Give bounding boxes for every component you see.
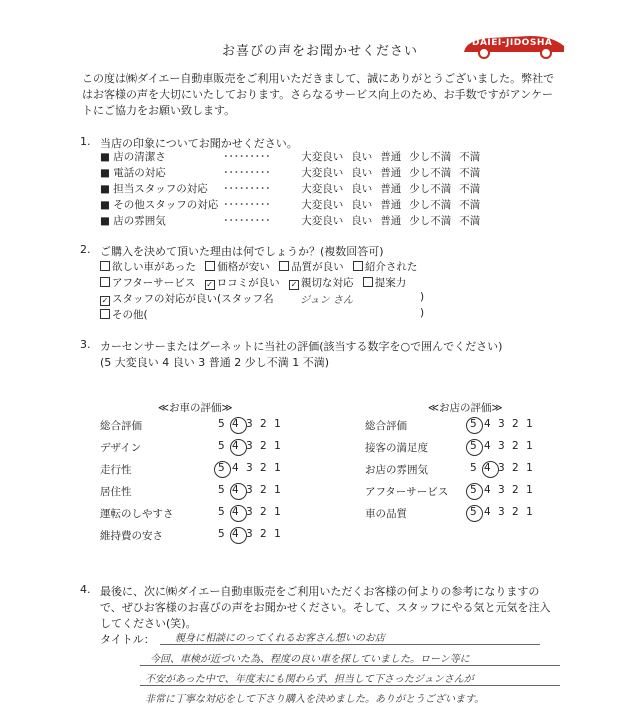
- rating-scale[interactable]: 5 4 3 2 1: [470, 506, 535, 518]
- selected-rating-circle: [214, 461, 231, 478]
- q1-row: [100, 213, 480, 228]
- title-underline: [160, 644, 540, 645]
- q1-option[interactable]: 普通: [380, 183, 402, 195]
- q1-option[interactable]: 少し不満: [409, 215, 452, 227]
- selected-rating-circle: [466, 483, 483, 500]
- q1-option[interactable]: 大変良い: [301, 167, 344, 179]
- q2-option: 提案力: [363, 277, 407, 289]
- q1-option[interactable]: 少し不満: [409, 151, 452, 163]
- bullet-icon: ■: [100, 151, 114, 163]
- rating-label: 運転のしやすさ: [100, 508, 174, 520]
- close-paren: ): [420, 307, 425, 319]
- shop-eval-header: ≪お店の評価≫: [428, 402, 503, 414]
- q1-row: [100, 165, 480, 180]
- dotted-leader: ･････････: [223, 215, 271, 227]
- q1-row: [100, 197, 480, 212]
- dotted-leader: ･････････: [223, 167, 271, 179]
- comment-line: 今回、車検が近づいた為、程度の良い車を探していました。ローン等に: [150, 654, 470, 665]
- rating-label: 接客の満足度: [365, 442, 428, 454]
- q1-option[interactable]: 普通: [380, 199, 402, 211]
- q1-option[interactable]: 良い: [351, 151, 373, 163]
- rating-scale[interactable]: 5 4 3 2 1: [218, 418, 283, 430]
- selected-rating-circle: [230, 505, 247, 522]
- checkbox[interactable]: [279, 261, 289, 271]
- bullet-icon: ■: [100, 167, 114, 179]
- q4-text: してください(笑)。: [100, 617, 197, 630]
- q1-item-label: その他スタッフの対応: [113, 199, 219, 211]
- q4-number: 4.: [80, 583, 91, 596]
- q2-option: 品質が良い: [279, 261, 344, 273]
- rating-label: 総合評価: [100, 420, 142, 432]
- q2-option: 欲しい車があった: [100, 261, 196, 273]
- checkbox[interactable]: [353, 261, 363, 271]
- comment-underline: [140, 685, 560, 686]
- logo-text: DAIEI-JIDOSHA: [472, 38, 553, 48]
- q2-title: ご購入を決めて頂いた理由は何でしょうか？(複数回答可): [100, 245, 384, 258]
- q1-row: [100, 149, 480, 164]
- rating-label: 維持費の安さ: [100, 530, 163, 542]
- q1-item-label: 電話の対応: [113, 167, 166, 179]
- rating-scale[interactable]: 5 4 3 2 1: [470, 462, 535, 474]
- rating-label: 走行性: [100, 464, 132, 476]
- rating-label: アフターサービス: [365, 486, 449, 498]
- title-label: タイトル：: [100, 633, 155, 646]
- q1-option[interactable]: 大変良い: [301, 199, 344, 211]
- rating-scale[interactable]: 5 4 3 2 1: [470, 440, 535, 452]
- q1-option[interactable]: 普通: [380, 215, 402, 227]
- checkbox[interactable]: [100, 309, 110, 319]
- staff-name-handwritten: ジュン さん: [300, 295, 353, 306]
- selected-rating-circle: [482, 461, 499, 478]
- dotted-leader: ･････････: [223, 183, 271, 195]
- intro-line: はお客様の声を大切にいたしております。さらなるサービス向上のため、お手数ですがアンケー: [82, 88, 554, 101]
- title-handwritten: 親身に相談にのってくれるお客さん想いのお店: [175, 633, 385, 644]
- q1-option[interactable]: 良い: [351, 183, 373, 195]
- rating-label: 車の品質: [365, 508, 407, 520]
- bullet-icon: ■: [100, 183, 114, 195]
- rating-label: 総合評価: [365, 420, 407, 432]
- q1-option[interactable]: 少し不満: [409, 183, 452, 195]
- checkbox[interactable]: [363, 277, 373, 287]
- q2-number: 2.: [80, 243, 91, 256]
- q1-option[interactable]: 普通: [380, 151, 402, 163]
- q3-scale: (5 大変良い 4 良い 3 普通 2 少し不満 1 不満): [100, 356, 330, 369]
- selected-rating-circle: [230, 483, 247, 500]
- q2-option: 紹介された: [353, 261, 418, 273]
- q1-number: 1.: [80, 135, 91, 148]
- page-title: お喜びの声をお聞かせください: [221, 44, 418, 59]
- checkbox-checked[interactable]: ✓: [206, 280, 213, 289]
- q2-options-line1: [100, 259, 417, 274]
- rating-scale[interactable]: 5 4 3 2 1: [218, 462, 283, 474]
- checkbox[interactable]: [100, 261, 110, 271]
- rating-scale[interactable]: 5 4 3 2 1: [470, 484, 535, 496]
- q1-option[interactable]: 少し不満: [409, 199, 452, 211]
- intro-line: この度は㈱ダイエー自動車販売をご利用いただきまして、誠にありがとうございました。弊社で: [82, 72, 555, 85]
- q1-row: [100, 181, 480, 196]
- company-logo: [460, 30, 570, 60]
- q1-option[interactable]: 普通: [380, 167, 402, 179]
- rating-scale[interactable]: 5 4 3 2 1: [218, 484, 283, 496]
- q3-title: カーセンサーまたはグーネットに当社の評価(該当する数字を○で囲んでください): [100, 340, 503, 353]
- rating-scale[interactable]: 5 4 3 2 1: [218, 506, 283, 518]
- rating-label: 居住性: [100, 486, 132, 498]
- q2-staff-option: ✓ スタッフの対応が良い(スタッフ名: [101, 293, 274, 305]
- selected-rating-circle: [466, 439, 483, 456]
- rating-label: お店の雰囲気: [365, 464, 428, 476]
- checkbox-checked[interactable]: ✓: [101, 296, 109, 305]
- bullet-icon: ■: [100, 199, 114, 211]
- q1-option[interactable]: 良い: [351, 199, 373, 211]
- q1-option[interactable]: 不満: [459, 167, 481, 179]
- q1-option[interactable]: 少し不満: [409, 167, 452, 179]
- selected-rating-circle: [466, 417, 483, 434]
- comment-line: 不安があった中で、年度末にも関わらず、担当して下さったジュンさんが: [145, 674, 474, 685]
- q1-option[interactable]: 大変良い: [301, 215, 344, 227]
- q1-option[interactable]: 不満: [459, 215, 481, 227]
- q1-option[interactable]: 不満: [459, 199, 481, 211]
- q2-option: 価格が安い: [205, 261, 270, 273]
- q4-text: で、ぜひお客様のお喜びの声をお聞かせください。そして、スタッフにやる気と元気を注入: [100, 601, 551, 614]
- selected-rating-circle: [230, 527, 247, 544]
- q1-item-label: 担当スタッフの対応: [113, 183, 208, 195]
- car-eval-header: ≪お車の評価≫: [158, 402, 233, 414]
- q1-title: 当店の印象についてお聞かせください。: [100, 137, 298, 150]
- q1-option[interactable]: 大変良い: [301, 151, 344, 163]
- dotted-leader: ･････････: [223, 151, 271, 163]
- bullet-icon: ■: [100, 215, 114, 227]
- q2-option: アフターサービス: [100, 277, 195, 289]
- q3-number: 3.: [80, 338, 91, 351]
- close-paren: ): [420, 291, 425, 303]
- q2-options-line2: [100, 275, 406, 290]
- q1-option[interactable]: 良い: [351, 167, 373, 179]
- q2-option: ✓ ロコミが良い: [206, 277, 280, 289]
- comment-line: 非常に丁寧な対応をして下さり購入を決めました。ありがとうございます。: [145, 694, 485, 705]
- q2-option: ✓ 親切な対応: [290, 277, 354, 289]
- selected-rating-circle: [230, 417, 247, 434]
- q1-option[interactable]: 大変良い: [301, 183, 344, 195]
- q1-option[interactable]: 不満: [459, 151, 481, 163]
- comment-underline: [140, 665, 560, 666]
- selected-rating-circle: [230, 439, 247, 456]
- q1-item-label: 店の清潔さ: [113, 151, 166, 163]
- q1-option[interactable]: 良い: [351, 215, 373, 227]
- q4-text: 最後に、次に㈱ダイエー自動車販売をご利用いただくお客様の何よりの参考になりますの: [100, 585, 540, 598]
- checkbox[interactable]: [100, 277, 110, 287]
- intro-line: トにご協力をお願い致します。: [82, 104, 236, 117]
- checkbox[interactable]: [205, 261, 215, 271]
- q1-item-label: 店の雰囲気: [113, 215, 166, 227]
- rating-scale[interactable]: 5 4 3 2 1: [218, 440, 283, 452]
- q2-other-option: その他(: [100, 307, 148, 322]
- dotted-leader: ･････････: [223, 199, 271, 211]
- rating-scale[interactable]: 5 4 3 2 1: [470, 418, 535, 430]
- rating-scale[interactable]: 5 4 3 2 1: [218, 528, 283, 540]
- checkbox-checked[interactable]: ✓: [290, 280, 298, 289]
- rating-label: デザイン: [100, 442, 142, 454]
- q1-option[interactable]: 不満: [459, 183, 481, 195]
- selected-rating-circle: [466, 505, 483, 522]
